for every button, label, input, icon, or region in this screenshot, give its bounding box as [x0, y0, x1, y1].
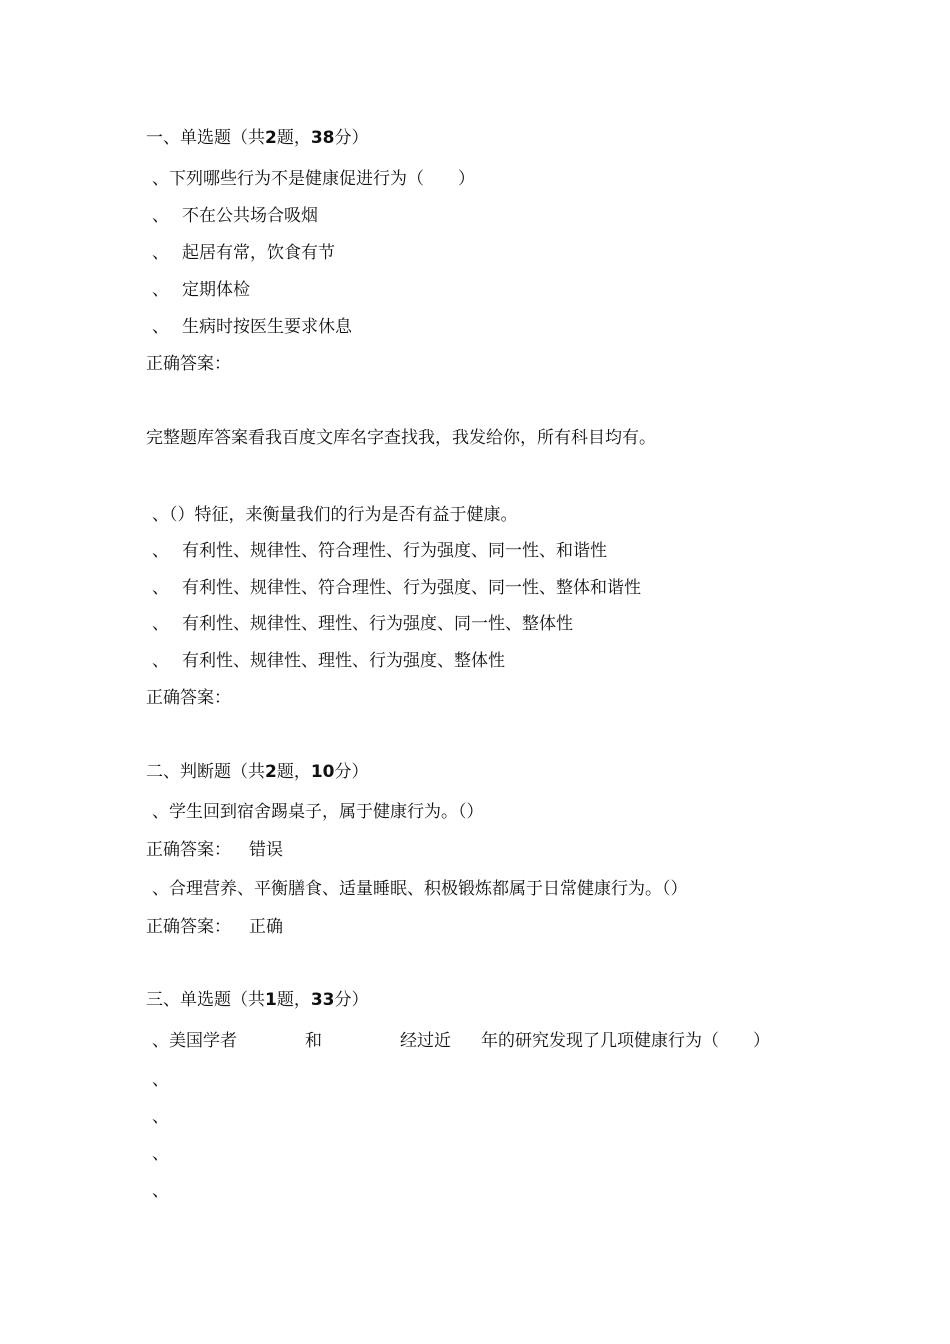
option-mark: 、 — [152, 1181, 169, 1201]
option: 、 有利性、规律性、符合理性、行为强度、同一性、和谐性 — [152, 541, 607, 561]
option-mark: 、 — [152, 541, 169, 561]
option-mark: 、 — [152, 1107, 169, 1127]
answer-value: 错误 — [249, 840, 283, 860]
option-mark: 、 — [152, 614, 169, 634]
option-mark: 、 — [152, 578, 169, 598]
option: 、 有利性、规律性、符合理性、行为强度、同一性、整体和谐性 — [152, 578, 641, 598]
option-mark: 、 — [152, 280, 169, 300]
note-text: 完整题库答案看我百度文库名字查找我，我发给你，所有科目均有。 — [146, 428, 656, 448]
question-1-1: 、下列哪些行为不是健康促进行为（ ） — [152, 169, 475, 189]
option-mark: 、 — [152, 206, 169, 226]
option-mark: 、 — [152, 317, 169, 337]
answer-value: 正确 — [249, 917, 283, 937]
answer-label: 正确答案： — [146, 688, 231, 708]
option-mark: 、 — [152, 1070, 169, 1090]
answer-label: 正确答案： — [146, 840, 231, 860]
section-2-heading: 二、判断题（共2题，10分） — [146, 762, 369, 782]
question-2-2: 、合理营养、平衡膳食、适量睡眠、积极锻炼都属于日常健康行为。（） — [152, 879, 688, 899]
answer-label: 正确答案： — [146, 354, 231, 374]
option-mark: 、 — [152, 243, 169, 263]
option-mark: 、 — [152, 1144, 169, 1164]
option: 、 起居有常，饮食有节 — [152, 243, 335, 263]
question-1-2: 、（）特征，来衡量我们的行为是否有益于健康。 — [152, 505, 518, 525]
section-1-heading: 一、单选题（共2题，38分） — [146, 128, 369, 148]
option: 、 有利性、规律性、理性、行为强度、同一性、整体性 — [152, 614, 573, 634]
option: 、 生病时按医生要求休息 — [152, 317, 352, 337]
answer-label: 正确答案： — [146, 917, 231, 937]
option: 、 定期体检 — [152, 280, 250, 300]
section-3-heading: 三、单选题（共1题，33分） — [146, 990, 369, 1010]
question-3-1: 、美国学者 和 经过近 年的研究发现了几项健康行为（ ） — [152, 1031, 770, 1051]
option: 、 有利性、规律性、理性、行为强度、整体性 — [152, 651, 505, 671]
answer-row — [146, 915, 283, 939]
question-2-1: 、学生回到宿舍踢桌子，属于健康行为。（） — [152, 802, 484, 822]
option-mark: 、 — [152, 651, 169, 671]
option: 、 不在公共场合吸烟 — [152, 206, 318, 226]
answer-row — [146, 838, 283, 862]
